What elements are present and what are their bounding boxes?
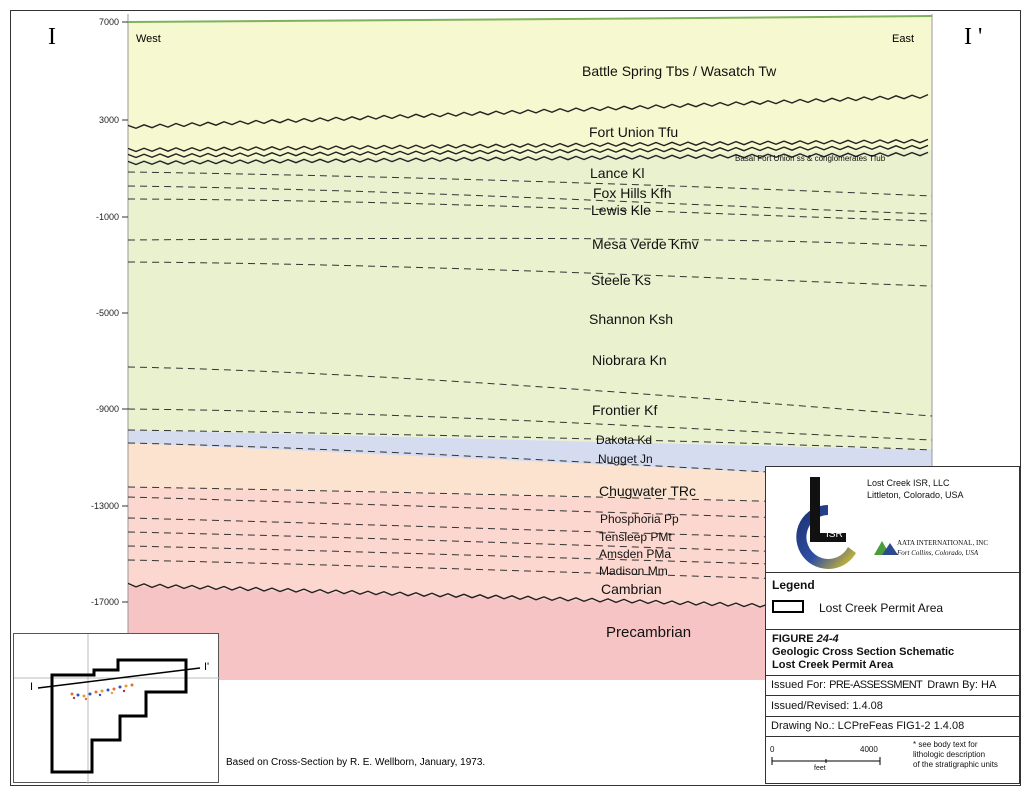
y-tick: -5000: [95, 308, 119, 318]
scale-row: [766, 736, 1019, 784]
figure-title-1: Geologic Cross Section Schematic: [772, 646, 955, 658]
unit-label: Steele Ks: [591, 272, 651, 288]
inset-mark-left: I: [30, 681, 34, 693]
section-mark-left: I: [48, 24, 56, 50]
partner-location: Fort Collins, Colorado, USA: [897, 549, 979, 557]
unit-label: Lance Kl: [590, 165, 645, 181]
inset-map: [14, 634, 220, 784]
west-label: West: [136, 33, 161, 45]
east-label: East: [892, 33, 915, 45]
unit-label: Basal Fort Union ss & conglomerates Tfub: [735, 154, 886, 163]
unit-label: Fox Hills Kfh: [593, 185, 672, 201]
unit-label: Chugwater TRc: [599, 483, 697, 499]
y-tick: -1000: [95, 212, 119, 222]
company-location: Littleton, Colorado, USA: [867, 490, 964, 500]
figure-title-2: Lost Creek Permit Area: [772, 659, 894, 671]
unit-label: Mesa Verde Kmv: [592, 236, 699, 252]
unit-label: Frontier Kf: [592, 402, 658, 418]
figure-number: 24-4: [816, 633, 839, 645]
drawn-by: Drawn By: HA: [927, 679, 997, 691]
issued-for-row: [766, 675, 1019, 695]
credit-note: Based on Cross-Section by R. E. Wellborn, January, 1973.: [226, 757, 486, 768]
legend-item-label: Lost Creek Permit Area: [819, 601, 944, 615]
inset-mark-right: I': [204, 661, 210, 673]
aata-logo: [874, 541, 898, 555]
unit-label: Precambrian: [606, 624, 692, 641]
unit-label: Shannon Ksh: [589, 311, 674, 327]
permit-area-swatch: [772, 600, 804, 613]
scale-unit: feet: [814, 765, 826, 772]
location-inset: [13, 633, 219, 783]
depth-axis: [91, 17, 128, 607]
section-mark-right: I ': [964, 24, 983, 50]
figure-row: [766, 629, 1019, 675]
drawing-no: Drawing No.: LCPreFeas FIG1-2 1.4.08: [771, 720, 965, 732]
y-tick: 3000: [98, 115, 119, 125]
logo-letters: ISR: [826, 529, 843, 540]
scale-start: 0: [770, 745, 775, 754]
unit-label: Phosphoria Pp: [600, 512, 679, 526]
legend-title: Legend: [772, 578, 815, 592]
unit-label: Amsden PMa: [599, 547, 672, 561]
band-tertiary: [128, 16, 932, 160]
body-text-note: * see body text for lithologic description of the stratigraphic units: [913, 740, 998, 769]
band-cretaceous: [128, 150, 932, 450]
title-block: [765, 466, 1020, 784]
unit-label: Madison Mm: [599, 564, 668, 578]
drawing-no-row: [766, 716, 1019, 736]
company-block: [766, 467, 1019, 572]
unit-label: Niobrara Kn: [592, 352, 667, 368]
issued-for-label: Issued For:: [771, 679, 827, 691]
lost-creek-logo: [796, 477, 856, 569]
unit-label: Fort Union Tfu: [589, 124, 679, 140]
unit-label: Cambrian: [601, 581, 662, 597]
issued-for-value: PRE-ASSESSMENT: [829, 679, 923, 691]
legend-row: [766, 572, 1019, 629]
ore-trend: [71, 684, 134, 701]
y-tick: -13000: [90, 501, 119, 511]
scale-end: 4000: [860, 745, 878, 754]
partner-name: AATA INTERNATIONAL, INC: [897, 539, 989, 547]
permit-area-outline: [52, 660, 186, 772]
figure-label: FIGURE: [772, 633, 814, 645]
issued-revised: Issued/Revised: 1.4.08: [771, 700, 883, 712]
y-tick: -9000: [95, 404, 119, 414]
unit-label: Battle Spring Tbs / Wasatch Tw: [582, 63, 777, 79]
issued-revised-row: [766, 695, 1019, 716]
company-name: Lost Creek ISR, LLC: [867, 478, 950, 488]
unit-label: Tensleep PMt: [599, 530, 672, 544]
unit-label: Nugget Jn: [598, 452, 653, 466]
unit-label: Dakota Kd: [596, 433, 653, 447]
unit-label: Lewis Kle: [591, 202, 651, 218]
y-tick: -17000: [90, 597, 119, 607]
y-tick: 7000: [98, 17, 119, 27]
